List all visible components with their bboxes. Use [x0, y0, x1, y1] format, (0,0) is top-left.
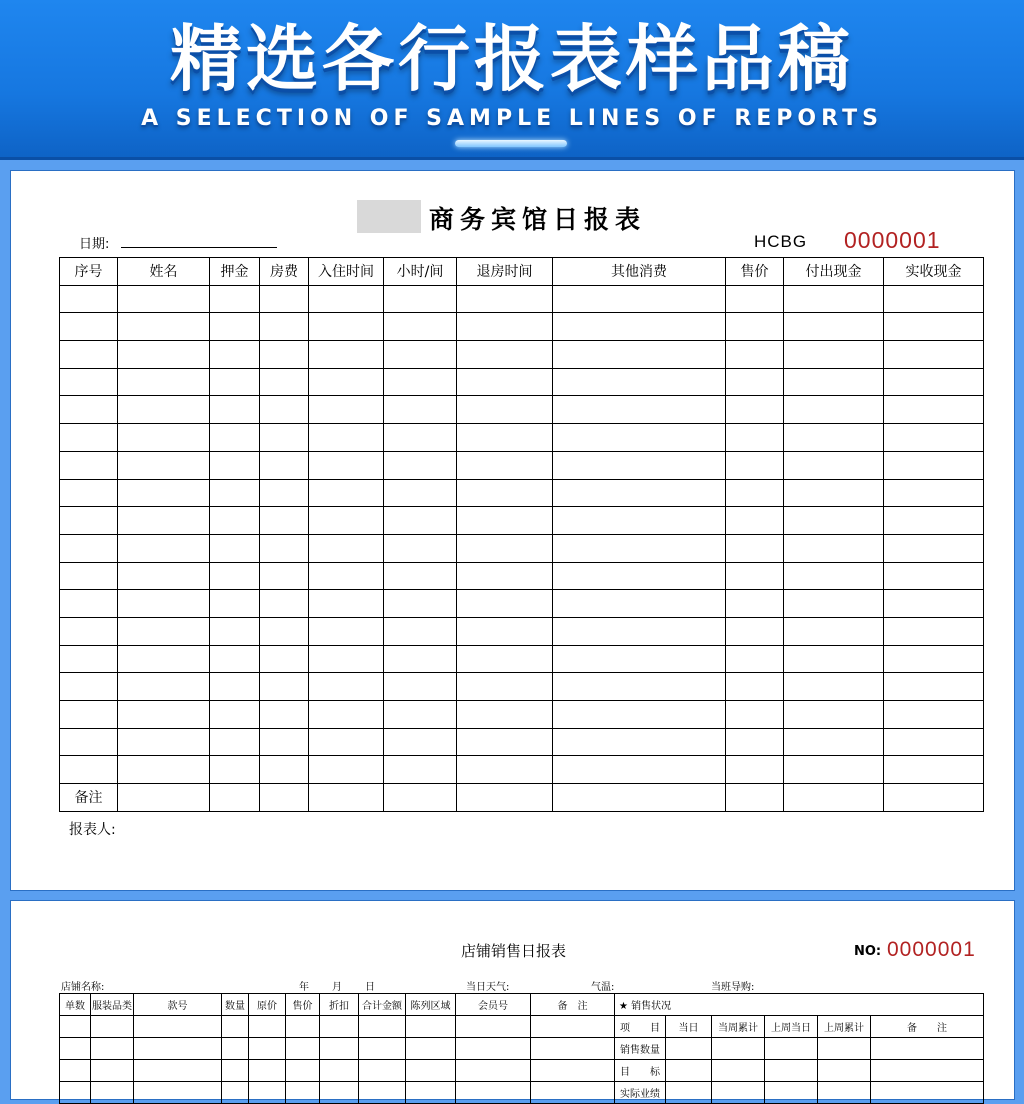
- table-cell: [457, 756, 553, 784]
- table-cell: [60, 396, 118, 424]
- table-cell: [884, 451, 984, 479]
- table-cell: [457, 341, 553, 369]
- table-cell: [457, 645, 553, 673]
- table-cell: [457, 673, 553, 701]
- store-report-sheet: [10, 900, 1015, 1100]
- table-cell: [260, 673, 309, 701]
- table-cell: [210, 673, 260, 701]
- table-cell: [784, 451, 884, 479]
- column-header: 单数: [60, 994, 91, 1016]
- hotel-report-table: [59, 257, 984, 812]
- column-header: 押金: [210, 258, 260, 286]
- table-cell: [726, 673, 784, 701]
- table-cell: [384, 617, 457, 645]
- table-cell: [784, 313, 884, 341]
- table-cell: [784, 507, 884, 535]
- table-cell: [884, 617, 984, 645]
- table-cell: [60, 728, 118, 756]
- table-cell: [553, 728, 726, 756]
- banner-decoration-bar: [455, 140, 567, 147]
- date-fill-line: [121, 247, 277, 248]
- table-cell: [553, 617, 726, 645]
- table-cell: [384, 424, 457, 452]
- column-header: 数量: [222, 994, 249, 1016]
- table-cell: [60, 313, 118, 341]
- table-cell: [384, 534, 457, 562]
- table-cell: [210, 756, 260, 784]
- table-cell: [457, 479, 553, 507]
- table-cell: [384, 479, 457, 507]
- table-row: [60, 562, 984, 590]
- table-row: [60, 590, 984, 618]
- table-cell: [553, 313, 726, 341]
- table-cell: [260, 479, 309, 507]
- table-cell: [60, 590, 118, 618]
- table-cell: [384, 645, 457, 673]
- table-cell: [884, 701, 984, 729]
- table-cell: [260, 784, 309, 812]
- table-cell: [457, 617, 553, 645]
- table-row: [60, 701, 984, 729]
- column-header: 实收现金: [884, 258, 984, 286]
- table-cell: [457, 313, 553, 341]
- status-column-header: 备 注: [871, 1016, 984, 1038]
- table-cell: [210, 507, 260, 535]
- shop-name-label: 店铺名称:: [61, 982, 105, 993]
- table-cell: [60, 507, 118, 535]
- table-cell: [553, 756, 726, 784]
- column-header: 售价: [726, 258, 784, 286]
- table-cell: [553, 451, 726, 479]
- temperature-label: 气温:: [591, 982, 615, 993]
- column-header: 原价: [249, 994, 286, 1016]
- table-cell: [309, 756, 384, 784]
- table-cell: [784, 784, 884, 812]
- table-cell: [118, 368, 210, 396]
- table-cell: [210, 479, 260, 507]
- table-cell: [726, 617, 784, 645]
- column-header: 合计金额: [359, 994, 406, 1016]
- table-cell: [260, 534, 309, 562]
- table-cell: [309, 784, 384, 812]
- table-cell: [726, 396, 784, 424]
- table-cell: [553, 285, 726, 313]
- table-cell: [260, 368, 309, 396]
- table-cell: [457, 562, 553, 590]
- table-cell: [784, 396, 884, 424]
- table-cell: [210, 701, 260, 729]
- table-row: [60, 313, 984, 341]
- table-row: [60, 507, 984, 535]
- table-cell: [309, 701, 384, 729]
- table-header-row: [60, 994, 984, 1016]
- column-header: 售价: [286, 994, 320, 1016]
- table-cell: [726, 479, 784, 507]
- serial-number: 0000001: [887, 938, 976, 961]
- table-cell: [384, 562, 457, 590]
- table-cell: [784, 617, 884, 645]
- table-cell: [260, 617, 309, 645]
- table-cell: [60, 645, 118, 673]
- column-header: 其他消费: [553, 258, 726, 286]
- table-cell: [118, 479, 210, 507]
- table-cell: [726, 507, 784, 535]
- table-cell: [784, 756, 884, 784]
- table-cell: [60, 479, 118, 507]
- table-cell: [60, 756, 118, 784]
- table-row: [60, 341, 984, 369]
- table-cell: [118, 701, 210, 729]
- table-cell: [553, 562, 726, 590]
- table-cell: [309, 645, 384, 673]
- table-cell: [260, 507, 309, 535]
- column-header: 房费: [260, 258, 309, 286]
- column-header: 陈列区域: [406, 994, 456, 1016]
- table-row: [60, 756, 984, 784]
- table-cell: [210, 396, 260, 424]
- hotel-report-sheet: [10, 170, 1015, 891]
- table-cell: [884, 396, 984, 424]
- table-cell: [726, 701, 784, 729]
- table-cell: [457, 507, 553, 535]
- table-cell: [884, 756, 984, 784]
- table-cell: [726, 756, 784, 784]
- table-cell: [384, 673, 457, 701]
- table-cell: [553, 784, 726, 812]
- table-cell: [553, 479, 726, 507]
- table-cell: [309, 479, 384, 507]
- table-cell: [553, 507, 726, 535]
- table-cell: [60, 562, 118, 590]
- table-row: [60, 728, 984, 756]
- table-cell: [210, 617, 260, 645]
- table-cell: [784, 368, 884, 396]
- table-cell: [384, 341, 457, 369]
- table-cell: [309, 673, 384, 701]
- table-cell: [553, 645, 726, 673]
- table-cell: [384, 728, 457, 756]
- table-cell: [384, 507, 457, 535]
- banner-subtitle: A SELECTION OF SAMPLE LINES OF REPORTS: [141, 106, 883, 131]
- day-label: 日: [365, 982, 375, 993]
- table-cell: [60, 701, 118, 729]
- hotel-report-title: 商务宾馆日报表: [429, 205, 647, 234]
- table-cell: [884, 313, 984, 341]
- table-cell: [784, 728, 884, 756]
- remark-label: 备注: [60, 784, 118, 812]
- column-header: 备 注: [531, 994, 615, 1016]
- table-cell: [60, 341, 118, 369]
- table-cell: [118, 341, 210, 369]
- table-cell: [118, 534, 210, 562]
- header-banner: [0, 0, 1024, 160]
- table-cell: [210, 451, 260, 479]
- table-row: [60, 1082, 984, 1104]
- table-cell: [784, 479, 884, 507]
- table-cell: [309, 562, 384, 590]
- table-row: [60, 1038, 984, 1060]
- table-cell: [60, 617, 118, 645]
- table-cell: [260, 728, 309, 756]
- column-header: 姓名: [118, 258, 210, 286]
- table-cell: [60, 451, 118, 479]
- table-cell: [309, 534, 384, 562]
- table-cell: [309, 341, 384, 369]
- table-cell: [210, 368, 260, 396]
- table-cell: [884, 285, 984, 313]
- table-cell: [784, 590, 884, 618]
- logo-placeholder: [357, 200, 421, 233]
- table-cell: [118, 424, 210, 452]
- guide-label: 当班导购:: [711, 982, 755, 993]
- table-cell: [726, 534, 784, 562]
- table-cell: [726, 562, 784, 590]
- table-cell: [210, 424, 260, 452]
- table-cell: [118, 728, 210, 756]
- table-cell: [784, 285, 884, 313]
- table-cell: [726, 645, 784, 673]
- table-row: [60, 396, 984, 424]
- table-cell: [726, 451, 784, 479]
- table-cell: [384, 784, 457, 812]
- column-header: 折扣: [320, 994, 359, 1016]
- table-cell: [118, 313, 210, 341]
- table-cell: [118, 590, 210, 618]
- table-cell: [309, 507, 384, 535]
- table-cell: [457, 396, 553, 424]
- table-cell: [553, 701, 726, 729]
- table-cell: [210, 784, 260, 812]
- table-cell: [260, 451, 309, 479]
- table-cell: [884, 673, 984, 701]
- store-report-title: 店铺销售日报表: [460, 942, 566, 960]
- table-cell: [457, 451, 553, 479]
- table-cell: [457, 728, 553, 756]
- table-cell: [60, 285, 118, 313]
- table-cell: [210, 341, 260, 369]
- table-cell: [884, 784, 984, 812]
- table-cell: [457, 368, 553, 396]
- table-cell: [457, 285, 553, 313]
- table-cell: [784, 645, 884, 673]
- table-cell: [457, 534, 553, 562]
- table-row: [60, 424, 984, 452]
- table-cell: [884, 534, 984, 562]
- status-row-label: 目 标: [615, 1060, 666, 1082]
- table-cell: [260, 396, 309, 424]
- table-row: [60, 451, 984, 479]
- table-cell: [118, 645, 210, 673]
- table-cell: [884, 645, 984, 673]
- sales-status-header: ★ 销售状况: [615, 994, 984, 1016]
- table-cell: [260, 756, 309, 784]
- table-cell: [784, 534, 884, 562]
- column-header: 服装品类: [91, 994, 134, 1016]
- table-cell: [726, 728, 784, 756]
- remark-row: [60, 784, 984, 812]
- table-cell: [60, 424, 118, 452]
- date-label: 日期:: [79, 237, 110, 252]
- table-row: [60, 285, 984, 313]
- table-cell: [260, 285, 309, 313]
- table-cell: [384, 368, 457, 396]
- column-header: 序号: [60, 258, 118, 286]
- status-column-header: 上周当日: [765, 1016, 818, 1038]
- table-cell: [553, 590, 726, 618]
- table-cell: [884, 562, 984, 590]
- table-cell: [726, 313, 784, 341]
- table-cell: [260, 701, 309, 729]
- column-header: 退房时间: [457, 258, 553, 286]
- table-cell: [884, 424, 984, 452]
- table-cell: [118, 784, 210, 812]
- table-cell: [260, 313, 309, 341]
- table-cell: [457, 701, 553, 729]
- table-cell: [884, 507, 984, 535]
- table-cell: [309, 590, 384, 618]
- table-cell: [309, 285, 384, 313]
- table-cell: [784, 562, 884, 590]
- table-cell: [884, 728, 984, 756]
- banner-title: 精选各行报表样品稿: [169, 17, 854, 101]
- table-cell: [884, 368, 984, 396]
- table-cell: [260, 645, 309, 673]
- table-cell: [309, 728, 384, 756]
- table-cell: [210, 590, 260, 618]
- table-cell: [118, 617, 210, 645]
- table-cell: [384, 590, 457, 618]
- table-cell: [884, 479, 984, 507]
- table-cell: [118, 507, 210, 535]
- table-cell: [118, 451, 210, 479]
- store-report-table: [59, 993, 984, 1104]
- table-cell: [210, 645, 260, 673]
- table-cell: [60, 534, 118, 562]
- table-cell: [384, 701, 457, 729]
- table-cell: [260, 562, 309, 590]
- no-label: NO:: [854, 944, 882, 959]
- table-cell: [118, 562, 210, 590]
- table-cell: [260, 424, 309, 452]
- status-column-header: 当日: [666, 1016, 712, 1038]
- table-cell: [553, 341, 726, 369]
- status-column-header: 上周累计: [818, 1016, 871, 1038]
- form-code: HCBG: [754, 232, 808, 251]
- table-cell: [260, 341, 309, 369]
- table-cell: [726, 368, 784, 396]
- column-header: 入住时间: [309, 258, 384, 286]
- table-cell: [384, 313, 457, 341]
- table-cell: [726, 285, 784, 313]
- table-cell: [726, 784, 784, 812]
- table-row: [60, 479, 984, 507]
- table-cell: [726, 590, 784, 618]
- table-cell: [784, 673, 884, 701]
- status-row-label: 销售数量: [615, 1038, 666, 1060]
- table-cell: [884, 590, 984, 618]
- table-cell: [553, 368, 726, 396]
- table-cell: [553, 673, 726, 701]
- table-row: [60, 617, 984, 645]
- table-cell: [553, 424, 726, 452]
- table-cell: [384, 285, 457, 313]
- table-cell: [118, 396, 210, 424]
- table-cell: [118, 756, 210, 784]
- status-row-label: 实际业绩: [615, 1082, 666, 1104]
- weather-label: 当日天气:: [466, 982, 510, 993]
- table-cell: [260, 590, 309, 618]
- table-cell: [784, 341, 884, 369]
- table-cell: [553, 396, 726, 424]
- table-cell: [210, 728, 260, 756]
- table-row: [60, 368, 984, 396]
- table-cell: [210, 285, 260, 313]
- table-cell: [210, 313, 260, 341]
- table-cell: [553, 534, 726, 562]
- table-row: [60, 1016, 984, 1038]
- table-row: [60, 645, 984, 673]
- table-row: [60, 534, 984, 562]
- table-cell: [60, 368, 118, 396]
- table-cell: [210, 562, 260, 590]
- table-cell: [60, 673, 118, 701]
- status-column-header: 项 目: [615, 1016, 666, 1038]
- table-cell: [309, 451, 384, 479]
- table-cell: [309, 424, 384, 452]
- column-header: 付出现金: [784, 258, 884, 286]
- table-cell: [384, 396, 457, 424]
- column-header: 小时/间: [384, 258, 457, 286]
- table-cell: [884, 341, 984, 369]
- table-cell: [784, 424, 884, 452]
- table-cell: [384, 451, 457, 479]
- table-row: [60, 1060, 984, 1082]
- table-cell: [457, 590, 553, 618]
- year-label: 年: [299, 982, 309, 993]
- status-column-header: 当周累计: [712, 1016, 765, 1038]
- table-header-row: [60, 258, 984, 286]
- table-cell: [118, 285, 210, 313]
- serial-number: 0000001: [844, 227, 941, 253]
- table-row: [60, 673, 984, 701]
- table-cell: [726, 341, 784, 369]
- table-cell: [309, 313, 384, 341]
- column-header: 款号: [134, 994, 222, 1016]
- table-cell: [784, 701, 884, 729]
- month-label: 月: [332, 982, 342, 993]
- table-cell: [384, 756, 457, 784]
- table-cell: [726, 424, 784, 452]
- table-cell: [118, 673, 210, 701]
- table-cell: [457, 784, 553, 812]
- table-cell: [309, 617, 384, 645]
- table-cell: [210, 534, 260, 562]
- table-cell: [309, 396, 384, 424]
- table-cell: [309, 368, 384, 396]
- table-cell: [457, 424, 553, 452]
- column-header: 会员号: [456, 994, 531, 1016]
- reporter-label: 报表人:: [69, 822, 116, 838]
